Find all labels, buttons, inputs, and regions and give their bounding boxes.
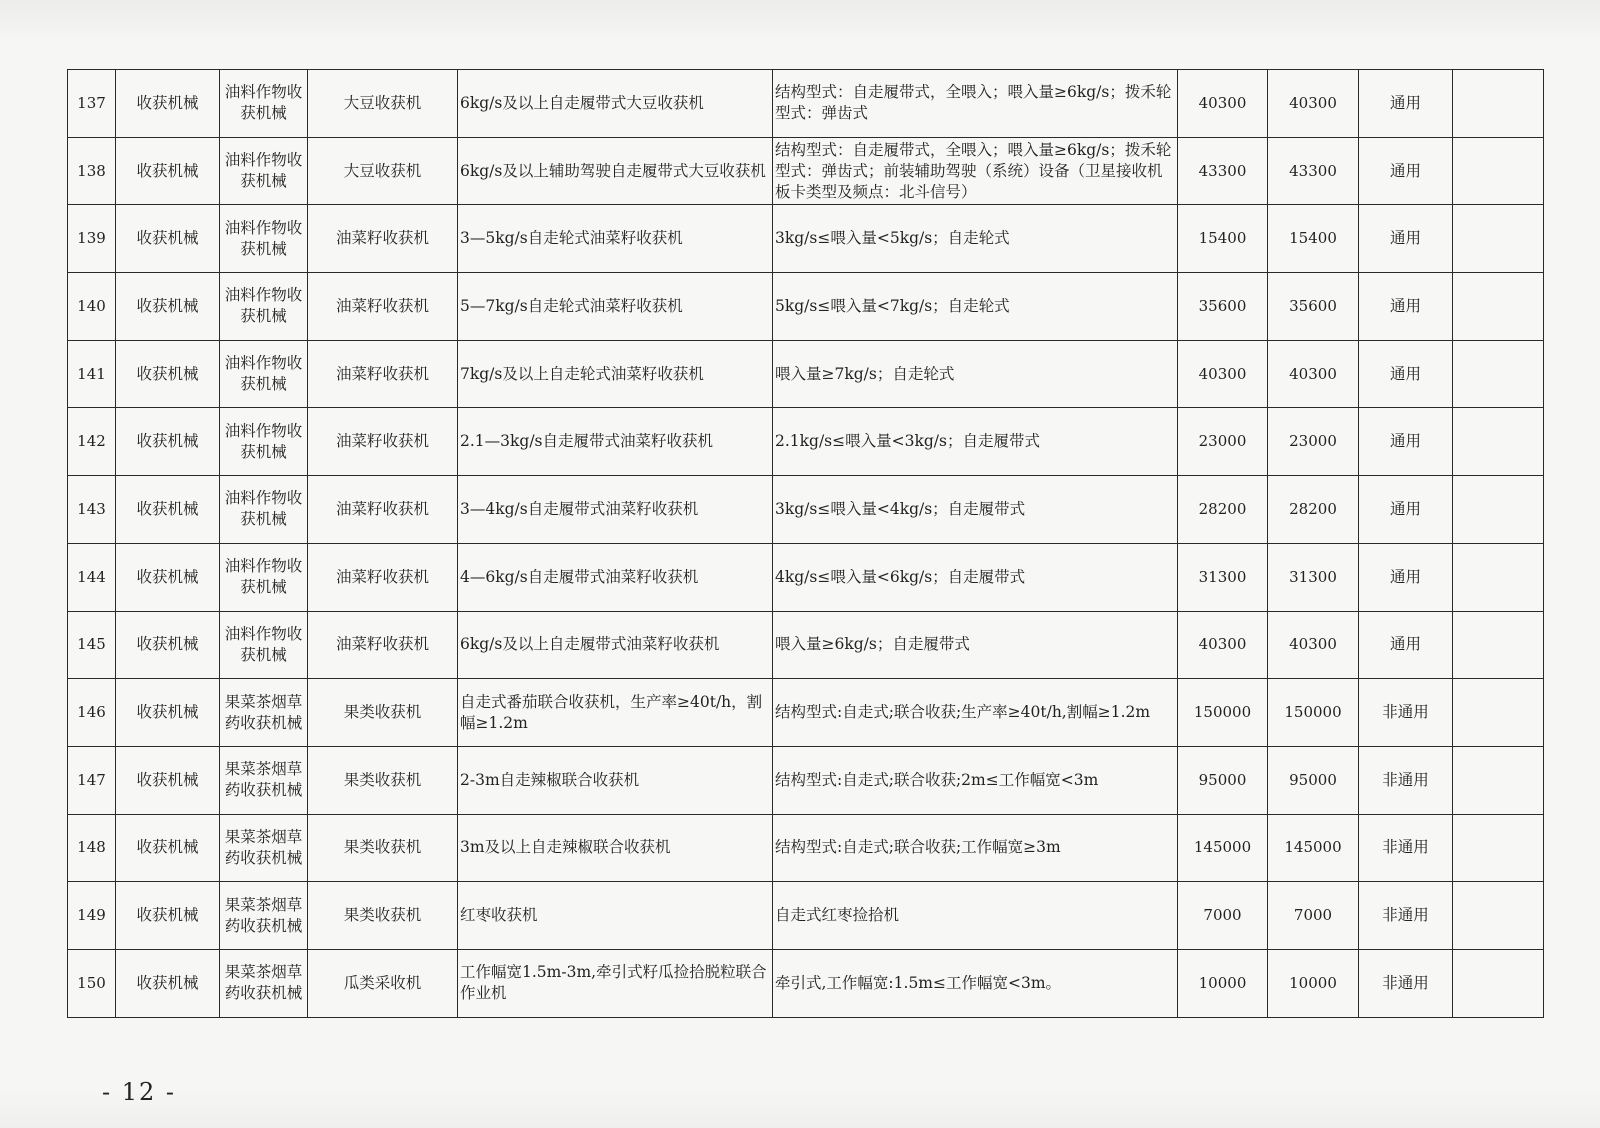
table-row: [68, 543, 1544, 611]
cell-item: 油菜籽收获机: [308, 543, 458, 611]
cell-amount-central: 10000: [1178, 949, 1268, 1017]
cell-grade: 红枣收获机: [458, 882, 773, 950]
cell-amount-max: 23000: [1268, 408, 1359, 476]
cell-amount-max: 15400: [1268, 205, 1359, 273]
cell-amount-central: 31300: [1178, 543, 1268, 611]
cell-grade: 6kg/s及以上自走履带式大豆收获机: [458, 70, 773, 138]
subsidy-table: [67, 69, 1544, 1018]
cell-item: 果类收获机: [308, 882, 458, 950]
cell-category: 收获机械: [116, 205, 220, 273]
cell-amount-central: 145000: [1178, 814, 1268, 882]
table-row: [68, 746, 1544, 814]
cell-amount-central: 95000: [1178, 746, 1268, 814]
cell-note: [1453, 137, 1544, 205]
cell-type: 通用: [1359, 543, 1453, 611]
table-row: [68, 949, 1544, 1017]
cell-amount-central: 43300: [1178, 137, 1268, 205]
cell-amount-max: 40300: [1268, 340, 1359, 408]
table-row: [68, 137, 1544, 205]
cell-grade: 4—6kg/s自走履带式油菜籽收获机: [458, 543, 773, 611]
cell-note: [1453, 746, 1544, 814]
cell-note: [1453, 543, 1544, 611]
cell-grade: 3m及以上自走辣椒联合收获机: [458, 814, 773, 882]
cell-grade: 3—4kg/s自走履带式油菜籽收获机: [458, 476, 773, 544]
cell-category: 收获机械: [116, 746, 220, 814]
cell-number: 148: [68, 814, 116, 882]
cell-number: 140: [68, 273, 116, 341]
cell-type: 通用: [1359, 205, 1453, 273]
cell-type: 通用: [1359, 137, 1453, 205]
cell-category: 收获机械: [116, 882, 220, 950]
cell-amount-max: 28200: [1268, 476, 1359, 544]
table-row: [68, 814, 1544, 882]
cell-subcategory: 油料作物收获机械: [220, 70, 308, 138]
cell-amount-central: 40300: [1178, 340, 1268, 408]
cell-number: 139: [68, 205, 116, 273]
cell-spec: 喂入量≥6kg/s；自走履带式: [773, 611, 1178, 679]
cell-amount-max: 40300: [1268, 611, 1359, 679]
cell-amount-central: 15400: [1178, 205, 1268, 273]
cell-number: 150: [68, 949, 116, 1017]
cell-type: 非通用: [1359, 679, 1453, 747]
cell-spec: 结构型式：自走履带式，全喂入；喂入量≥6kg/s；拨禾轮型式：弹齿式: [773, 70, 1178, 138]
cell-amount-max: 95000: [1268, 746, 1359, 814]
cell-subcategory: 果菜茶烟草药收获机械: [220, 679, 308, 747]
table-row: [68, 340, 1544, 408]
cell-amount-central: 35600: [1178, 273, 1268, 341]
cell-grade: 5—7kg/s自走轮式油菜籽收获机: [458, 273, 773, 341]
cell-item: 油菜籽收获机: [308, 273, 458, 341]
cell-grade: 自走式番茄联合收获机，生产率≥40t/h，割幅≥1.2m: [458, 679, 773, 747]
cell-number: 137: [68, 70, 116, 138]
cell-note: [1453, 679, 1544, 747]
cell-type: 通用: [1359, 408, 1453, 476]
cell-item: 果类收获机: [308, 746, 458, 814]
table-row: [68, 205, 1544, 273]
table-row: [68, 273, 1544, 341]
cell-subcategory: 油料作物收获机械: [220, 476, 308, 544]
table-row: [68, 679, 1544, 747]
table-body: [68, 70, 1544, 1018]
cell-grade: 工作幅宽1.5m-3m,牵引式籽瓜捡拾脱粒联合作业机: [458, 949, 773, 1017]
cell-number: 142: [68, 408, 116, 476]
cell-note: [1453, 273, 1544, 341]
cell-spec: 结构型式:自走式;联合收获;生产率≥40t/h,割幅≥1.2m: [773, 679, 1178, 747]
cell-number: 144: [68, 543, 116, 611]
cell-spec: 3kg/s≤喂入量<4kg/s；自走履带式: [773, 476, 1178, 544]
cell-grade: 2.1—3kg/s自走履带式油菜籽收获机: [458, 408, 773, 476]
cell-category: 收获机械: [116, 476, 220, 544]
table-row: [68, 476, 1544, 544]
cell-category: 收获机械: [116, 70, 220, 138]
cell-type: 通用: [1359, 611, 1453, 679]
cell-note: [1453, 205, 1544, 273]
cell-subcategory: 果菜茶烟草药收获机械: [220, 882, 308, 950]
cell-subcategory: 油料作物收获机械: [220, 137, 308, 205]
cell-type: 非通用: [1359, 949, 1453, 1017]
cell-item: 油菜籽收获机: [308, 340, 458, 408]
cell-spec: 结构型式:自走式;联合收获;工作幅宽≥3m: [773, 814, 1178, 882]
cell-note: [1453, 476, 1544, 544]
cell-item: 油菜籽收获机: [308, 611, 458, 679]
table-row: [68, 882, 1544, 950]
cell-category: 收获机械: [116, 611, 220, 679]
cell-type: 通用: [1359, 273, 1453, 341]
cell-grade: 6kg/s及以上辅助驾驶自走履带式大豆收获机: [458, 137, 773, 205]
cell-number: 147: [68, 746, 116, 814]
cell-subcategory: 油料作物收获机械: [220, 340, 308, 408]
cell-grade: 6kg/s及以上自走履带式油菜籽收获机: [458, 611, 773, 679]
cell-category: 收获机械: [116, 408, 220, 476]
cell-type: 非通用: [1359, 746, 1453, 814]
cell-amount-max: 10000: [1268, 949, 1359, 1017]
cell-note: [1453, 611, 1544, 679]
cell-number: 145: [68, 611, 116, 679]
cell-category: 收获机械: [116, 543, 220, 611]
table-row: [68, 611, 1544, 679]
cell-subcategory: 果菜茶烟草药收获机械: [220, 949, 308, 1017]
cell-spec: 喂入量≥7kg/s；自走轮式: [773, 340, 1178, 408]
cell-note: [1453, 340, 1544, 408]
cell-category: 收获机械: [116, 137, 220, 205]
cell-amount-max: 35600: [1268, 273, 1359, 341]
cell-amount-max: 145000: [1268, 814, 1359, 882]
cell-item: 油菜籽收获机: [308, 408, 458, 476]
cell-amount-central: 28200: [1178, 476, 1268, 544]
cell-subcategory: 油料作物收获机械: [220, 408, 308, 476]
cell-category: 收获机械: [116, 949, 220, 1017]
cell-spec: 3kg/s≤喂入量<5kg/s；自走轮式: [773, 205, 1178, 273]
cell-subcategory: 果菜茶烟草药收获机械: [220, 746, 308, 814]
cell-amount-central: 150000: [1178, 679, 1268, 747]
cell-spec: 结构型式:自走式;联合收获;2m≤工作幅宽<3m: [773, 746, 1178, 814]
cell-grade: 2-3m自走辣椒联合收获机: [458, 746, 773, 814]
cell-amount-central: 23000: [1178, 408, 1268, 476]
cell-number: 146: [68, 679, 116, 747]
cell-spec: 4kg/s≤喂入量<6kg/s；自走履带式: [773, 543, 1178, 611]
cell-subcategory: 油料作物收获机械: [220, 543, 308, 611]
cell-grade: 7kg/s及以上自走轮式油菜籽收获机: [458, 340, 773, 408]
table-row: [68, 408, 1544, 476]
cell-amount-central: 40300: [1178, 70, 1268, 138]
cell-category: 收获机械: [116, 679, 220, 747]
cell-amount-max: 7000: [1268, 882, 1359, 950]
cell-spec: 5kg/s≤喂入量<7kg/s；自走轮式: [773, 273, 1178, 341]
cell-spec: 2.1kg/s≤喂入量<3kg/s；自走履带式: [773, 408, 1178, 476]
cell-amount-max: 40300: [1268, 70, 1359, 138]
cell-item: 油菜籽收获机: [308, 476, 458, 544]
cell-subcategory: 油料作物收获机械: [220, 273, 308, 341]
cell-amount-central: 40300: [1178, 611, 1268, 679]
cell-amount-max: 150000: [1268, 679, 1359, 747]
cell-category: 收获机械: [116, 273, 220, 341]
cell-type: 通用: [1359, 476, 1453, 544]
cell-category: 收获机械: [116, 340, 220, 408]
cell-item: 油菜籽收获机: [308, 205, 458, 273]
cell-note: [1453, 949, 1544, 1017]
cell-type: 通用: [1359, 340, 1453, 408]
cell-note: [1453, 882, 1544, 950]
cell-note: [1453, 70, 1544, 138]
cell-number: 138: [68, 137, 116, 205]
cell-grade: 3—5kg/s自走轮式油菜籽收获机: [458, 205, 773, 273]
page-number: - 12 -: [102, 1078, 177, 1106]
cell-category: 收获机械: [116, 814, 220, 882]
cell-amount-central: 7000: [1178, 882, 1268, 950]
cell-amount-max: 31300: [1268, 543, 1359, 611]
cell-item: 大豆收获机: [308, 70, 458, 138]
table-row: [68, 70, 1544, 138]
cell-note: [1453, 408, 1544, 476]
cell-spec: 结构型式：自走履带式，全喂入；喂入量≥6kg/s；拨禾轮型式：弹齿式；前装辅助驾驶（系统）设备（卫星接收机板卡类型及频点：北斗信号）: [773, 137, 1178, 205]
cell-subcategory: 油料作物收获机械: [220, 611, 308, 679]
cell-spec: 自走式红枣捡拾机: [773, 882, 1178, 950]
cell-number: 149: [68, 882, 116, 950]
cell-note: [1453, 814, 1544, 882]
cell-item: 瓜类采收机: [308, 949, 458, 1017]
cell-item: 果类收获机: [308, 679, 458, 747]
cell-amount-max: 43300: [1268, 137, 1359, 205]
cell-subcategory: 油料作物收获机械: [220, 205, 308, 273]
cell-type: 通用: [1359, 70, 1453, 138]
cell-type: 非通用: [1359, 814, 1453, 882]
cell-number: 143: [68, 476, 116, 544]
cell-subcategory: 果菜茶烟草药收获机械: [220, 814, 308, 882]
cell-item: 果类收获机: [308, 814, 458, 882]
cell-spec: 牵引式,工作幅宽:1.5m≤工作幅宽<3m。: [773, 949, 1178, 1017]
cell-number: 141: [68, 340, 116, 408]
cell-item: 大豆收获机: [308, 137, 458, 205]
cell-type: 非通用: [1359, 882, 1453, 950]
